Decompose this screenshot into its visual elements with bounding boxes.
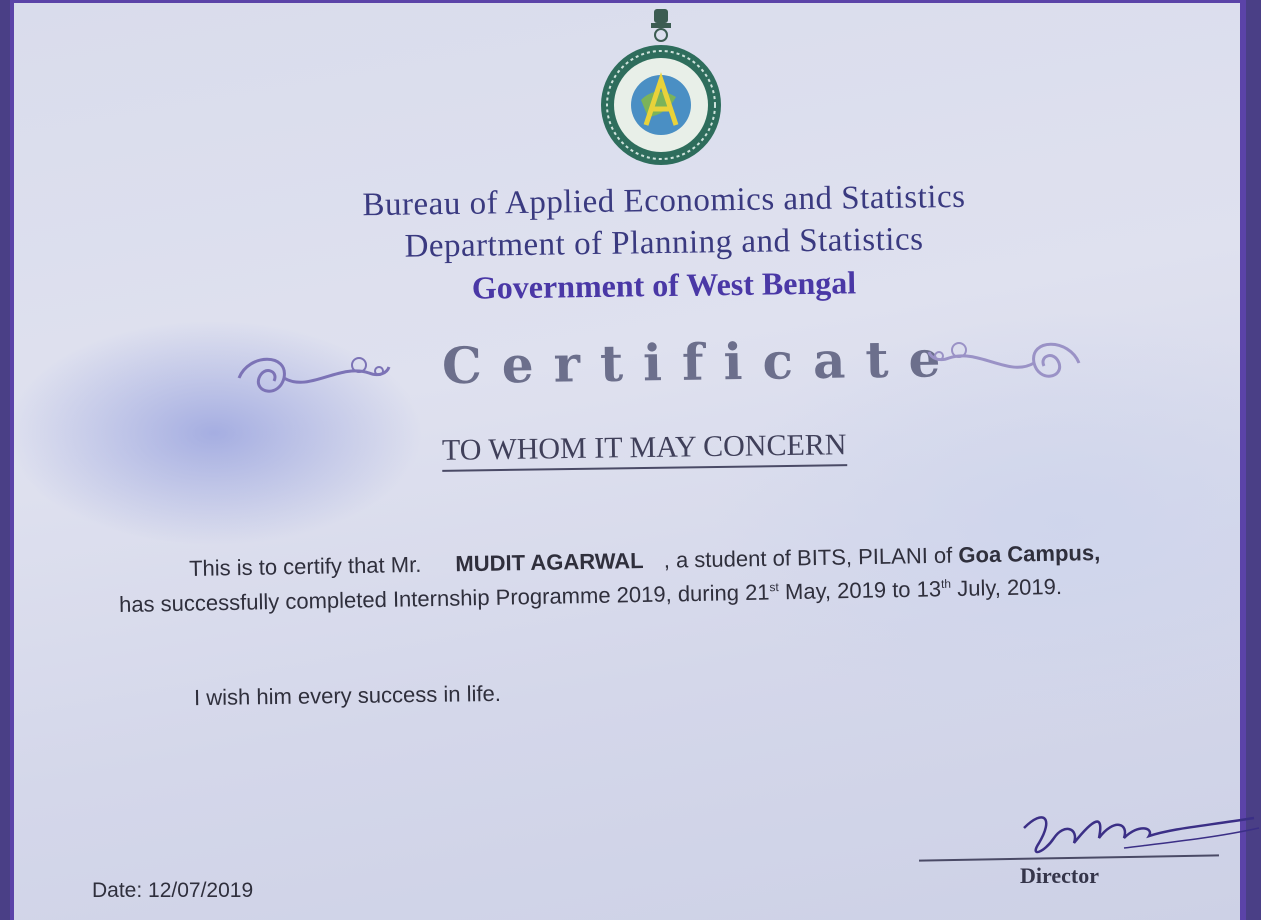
wish-line: I wish him every success in life.: [193, 680, 502, 711]
certificate-title: Certificate: [441, 328, 961, 396]
end-date-suffix: th: [940, 576, 952, 591]
government-name: Government of West Bengal: [471, 264, 857, 306]
signatory-title: Director: [1020, 863, 1099, 888]
completion-mid: May, 2019 to 13: [778, 576, 942, 605]
certify-prefix: This is to certify that Mr.: [188, 551, 422, 581]
certify-mid: , a student of BITS, PILANI of: [663, 542, 953, 573]
to-whom-heading: TO WHOM IT MAY CONCERN: [442, 428, 847, 472]
bureau-name: Bureau of Applied Economics and Statistics: [362, 178, 966, 224]
completion-prefix: has successfully completed Internship Programme 2019, during 21: [118, 579, 770, 618]
issue-date: Date: 12/07/2019: [92, 879, 254, 902]
student-name: MUDIT AGARWAL: [455, 548, 644, 577]
start-date-suffix: st: [769, 580, 779, 595]
right-ornament-icon: [919, 328, 1089, 398]
certificate-paper: [10, 0, 1246, 920]
state-emblem-icon: [596, 5, 726, 173]
campus-name: Goa Campus,: [958, 540, 1101, 568]
department-name: Department of Planning and Statistics: [404, 221, 924, 265]
completion-suffix: July, 2019.: [950, 573, 1063, 602]
left-ornament-icon: [229, 343, 399, 413]
